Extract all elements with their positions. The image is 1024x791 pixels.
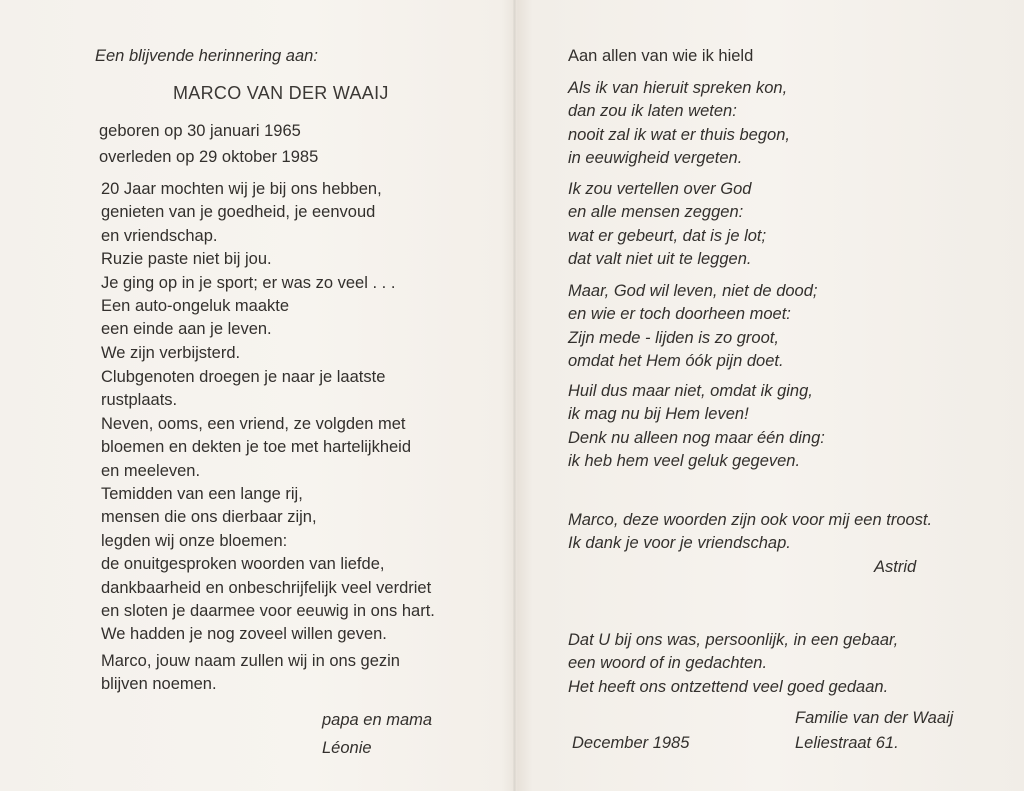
stanza-3-line: Marco, jouw naam zullen wij in ons gezin bbox=[101, 652, 400, 670]
stanza-1-line: Je ging op in je sport; er was zo veel . . . bbox=[101, 273, 396, 292]
deceased-name: MARCO VAN DER WAAIJ bbox=[173, 83, 389, 103]
family-thanks bbox=[568, 629, 898, 699]
stanza-2-line: en meeleven. bbox=[101, 461, 201, 480]
family-address: Leliestraat 61. bbox=[795, 734, 899, 752]
poem-line: Als ik van hieruit spreken kon, bbox=[568, 79, 788, 97]
poem-stanza-3 bbox=[568, 280, 817, 374]
astrid-line: Ik dank je voor je vriendschap. bbox=[568, 534, 791, 553]
poem-line: Ik zou vertellen over God bbox=[568, 180, 752, 198]
astrid-line: Marco, deze woorden zijn ook voor mij een troost. bbox=[568, 511, 933, 529]
poem-stanza-2 bbox=[568, 178, 766, 272]
stanza-3-line: blijven noemen. bbox=[101, 675, 217, 694]
poem-line: omdat het Hem óók pijn doet. bbox=[568, 352, 784, 371]
thanks-line: een woord of in gedachten. bbox=[568, 654, 768, 673]
signature-astrid: Astrid bbox=[874, 558, 917, 576]
stanza-2-line: Temidden van een lange rij, bbox=[101, 485, 303, 504]
stanza-2-line: Neven, ooms, een vriend, ze volgden met bbox=[101, 414, 406, 433]
poem-line: nooit zal ik wat er thuis begon, bbox=[568, 125, 790, 144]
thanks-line: Het heeft ons ontzettend veel goed gedaan. bbox=[568, 677, 889, 696]
right-page bbox=[516, 0, 1024, 791]
astrid-message bbox=[568, 509, 932, 556]
poem-line: dat valt niet uit te leggen. bbox=[568, 250, 752, 269]
signature-sibling: Léonie bbox=[322, 739, 372, 757]
stanza-1-line: We zijn verbijsterd. bbox=[101, 343, 241, 362]
stanza-1-line: Ruzie paste niet bij jou. bbox=[101, 250, 272, 269]
stanza-1-line: een einde aan je leven. bbox=[101, 320, 272, 339]
poem-line: wat er gebeurt, dat is je lot; bbox=[568, 226, 767, 245]
family-name: Familie van der Waaij bbox=[795, 709, 954, 727]
poem-line: Huil dus maar niet, omdat ik ging, bbox=[568, 382, 813, 400]
stanza-2 bbox=[101, 366, 435, 647]
stanza-2-line: de onuitgesproken woorden van liefde, bbox=[101, 555, 385, 574]
stanza-2-line: bloemen en dekten je toe met hartelijkheid bbox=[101, 438, 412, 457]
poem-line: en alle mensen zeggen: bbox=[568, 203, 744, 222]
poem-stanza-4 bbox=[568, 380, 825, 474]
poem-line: Zijn mede - lijden is zo groot, bbox=[568, 328, 779, 347]
stanza-2-line: legden wij onze bloemen: bbox=[101, 531, 288, 550]
signature-parents: papa en mama bbox=[322, 711, 433, 729]
poem-stanza-1 bbox=[568, 77, 790, 171]
stanza-1-line: Een auto-ongeluk maakte bbox=[101, 297, 290, 316]
card-date: December 1985 bbox=[572, 734, 690, 752]
poem-line: en wie er toch doorheen moet: bbox=[568, 305, 791, 324]
intro-text: Een blijvende herinnering aan: bbox=[95, 47, 318, 65]
death-date: overleden op 29 oktober 1985 bbox=[99, 148, 319, 166]
stanza-2-line: en sloten je daarmee voor eeuwig in ons hart. bbox=[101, 602, 435, 621]
thanks-line: Dat U bij ons was, persoonlijk, in een gebaar, bbox=[568, 631, 899, 649]
poem-line: dan zou ik laten weten: bbox=[568, 102, 737, 121]
stanza-2-line: dankbaarheid en onbeschrijfelijk veel verdriet bbox=[101, 578, 432, 597]
poem-line: in eeuwigheid vergeten. bbox=[568, 149, 743, 168]
stanza-1 bbox=[101, 178, 395, 365]
stanza-2-line: rustplaats. bbox=[101, 391, 178, 410]
stanza-2-line: We hadden je nog zoveel willen geven. bbox=[101, 625, 387, 644]
stanza-1-line: 20 Jaar mochten wij je bij ons hebben, bbox=[101, 180, 382, 198]
birth-date: geboren op 30 januari 1965 bbox=[99, 122, 301, 140]
stanza-1-line: en vriendschap. bbox=[101, 226, 218, 245]
poem-heading: Aan allen van wie ik hield bbox=[568, 47, 754, 65]
poem-line: ik mag nu bij Hem leven! bbox=[568, 405, 749, 424]
stanza-1-line: genieten van je goedheid, je eenvoud bbox=[101, 203, 376, 222]
stanza-2-line: Clubgenoten droegen je naar je laatste bbox=[101, 368, 386, 386]
stanza-2-line: mensen die ons dierbaar zijn, bbox=[101, 508, 317, 527]
poem-line: ik heb hem veel geluk gegeven. bbox=[568, 452, 801, 471]
stanza-3 bbox=[101, 650, 400, 697]
poem-line: Maar, God wil leven, niet de dood; bbox=[568, 282, 818, 300]
poem-line: Denk nu alleen nog maar één ding: bbox=[568, 428, 825, 447]
